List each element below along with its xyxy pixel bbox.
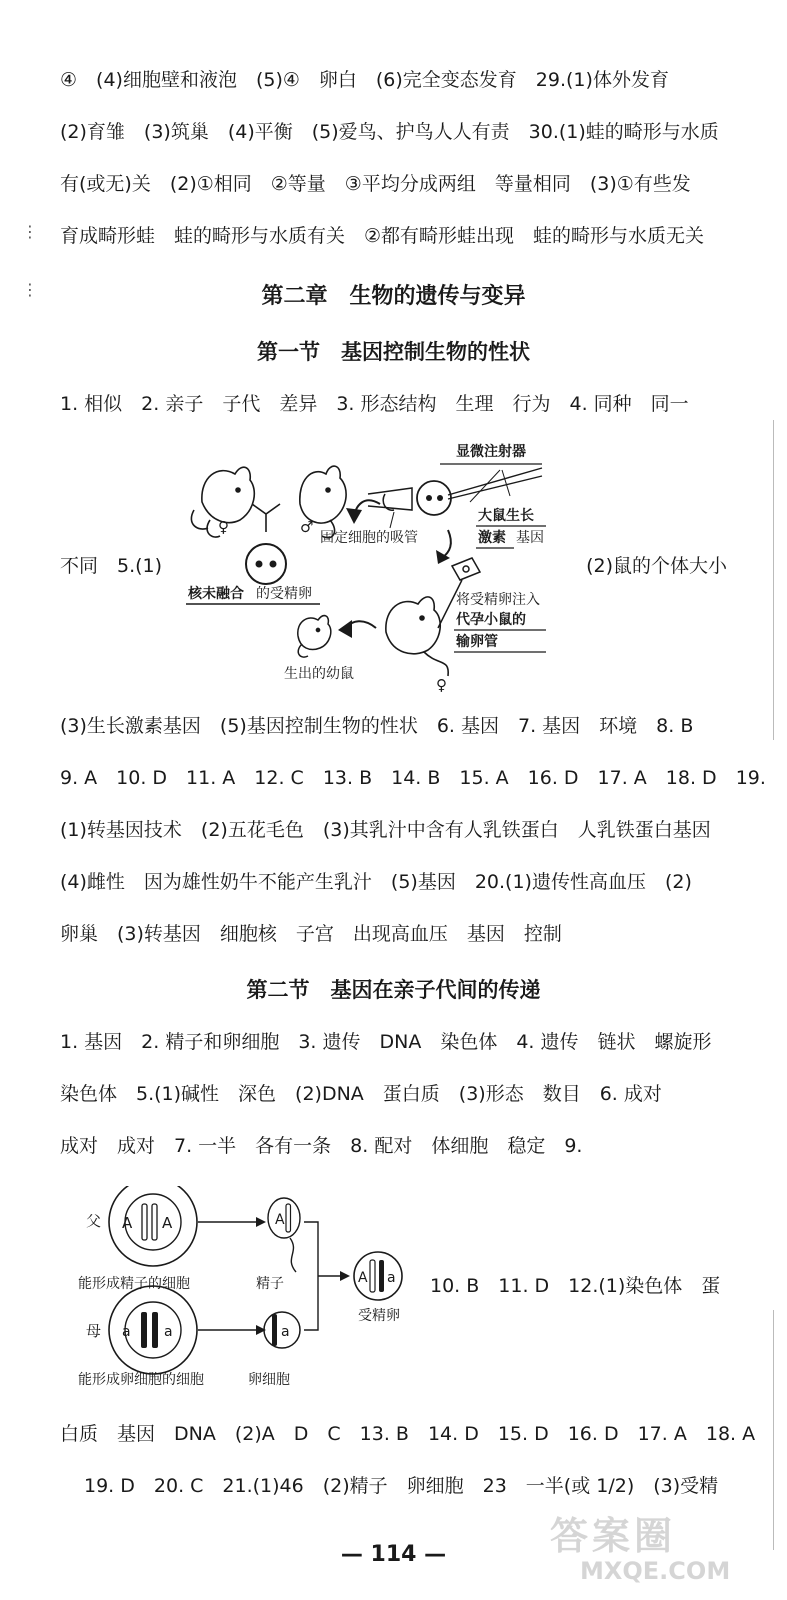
- page-number-dash: —: [424, 1542, 447, 1567]
- gh-gene-label: 激素: [478, 530, 506, 546]
- arrowhead-icon: [338, 620, 352, 638]
- page-number-dash: —: [340, 1542, 371, 1567]
- answer-line: (3)生长激素基因 (5)基因控制生物的性状 6. 基因 7. 基因 环境 8. B: [60, 715, 694, 737]
- answer-fragment: (2)鼠的个体大小: [586, 555, 727, 577]
- merge-bracket: [304, 1222, 340, 1330]
- gene-letter: a: [281, 1324, 290, 1340]
- female-symbol: ♀: [436, 676, 447, 694]
- unfused-label: 核未融合: [188, 586, 244, 602]
- sperm-cell-label: 能形成精子的细胞: [78, 1276, 190, 1292]
- answer-line: 10. B 11. D 12.(1)染色体 蛋: [430, 1275, 721, 1297]
- section-title: 第二节 基因在亲子代间的传递: [246, 978, 541, 1002]
- gene-letter: A: [275, 1212, 285, 1228]
- gh-gene-label: 大鼠生长: [478, 508, 534, 524]
- gene-letter: A: [358, 1270, 368, 1286]
- female-symbol: ♀: [218, 518, 229, 536]
- egg-label: 卵细胞: [248, 1372, 290, 1388]
- answer-line: 19. D 20. C 21.(1)46 (2)精子 卵细胞 23 一半(或 1/2) (3)受精: [84, 1475, 719, 1497]
- gene-letter: A: [122, 1214, 133, 1232]
- page-number-value: 114: [370, 1542, 417, 1567]
- chapter-title: 第二章 生物的遗传与变异: [261, 284, 526, 309]
- chromosome-icon: [152, 1204, 157, 1240]
- nucleus-ring: [125, 1194, 181, 1250]
- section-title: 第一节 基因控制生物的性状: [257, 340, 530, 364]
- arrowhead-icon: [256, 1217, 266, 1227]
- gh-gene-label: 基因: [516, 530, 544, 546]
- margin-dots: ⋮: [22, 222, 38, 241]
- chromosome-icon: [286, 1204, 291, 1232]
- gene-transmission-figure: [78, 1186, 428, 1392]
- inject-label: 代孕小鼠的: [456, 612, 526, 628]
- answer-line: 成对 成对 7. 一半 各有一条 8. 配对 体细胞 稳定 9.: [60, 1135, 583, 1157]
- page-number: [0, 1542, 787, 1567]
- zygote-label: 受精卵: [358, 1308, 400, 1324]
- answer-line: ④ (4)细胞壁和液泡 (5)④ 卵白 (6)完全变态发育 29.(1)体外发育: [60, 69, 669, 91]
- arrowhead-icon: [340, 1271, 350, 1281]
- answer-fragment: 不同 5.(1): [60, 555, 163, 577]
- inject-label: 输卵管: [456, 634, 498, 650]
- right-edge-rule: [773, 420, 774, 740]
- answer-line: 1. 基因 2. 精子和卵细胞 3. 遗传 DNA 染色体 4. 遗传 链状 螺旋形: [60, 1031, 712, 1053]
- pipette-label: 固定细胞的吸管: [320, 530, 418, 546]
- answer-line: 1. 相似 2. 亲子 子代 差异 3. 形态结构 生理 行为 4. 同种 同一: [60, 393, 689, 415]
- offspring-label: 生出的幼鼠: [284, 666, 354, 682]
- answer-line: (4)雌性 因为雄性奶牛不能产生乳汁 (5)基因 20.(1)遗传性高血压 (2): [60, 871, 692, 893]
- chromosome-icon: [141, 1312, 147, 1348]
- father-label: 父: [86, 1212, 102, 1230]
- male-symbol: ♂: [300, 518, 314, 536]
- nucleus-icon: [426, 495, 432, 501]
- chromosome-icon: [272, 1314, 277, 1346]
- margin-dots: ⋮: [22, 280, 38, 299]
- watermark-url: MXQE.COM: [580, 1557, 731, 1585]
- microinjector-label: 显微注射器: [456, 444, 526, 460]
- watermark-text: 答案圈: [550, 1514, 677, 1558]
- surrogate-mouse-icon: [386, 597, 448, 676]
- answer-line: 染色体 5.(1)碱性 深色 (2)DNA 蛋白质 (3)形态 数目 6. 成对: [60, 1083, 662, 1105]
- egg-cell-label: 能形成卵细胞的细胞: [78, 1372, 204, 1388]
- pointer-line: [390, 512, 394, 528]
- mother-label: 母: [86, 1322, 102, 1340]
- fertilized-label: 的受精卵: [256, 586, 312, 602]
- arrowhead-icon: [346, 508, 362, 524]
- gene-letter: a: [387, 1270, 396, 1286]
- answer-line: 有(或无)关 (2)①相同 ②等量 ③平均分成两组 等量相同 (3)①有些发: [60, 173, 691, 195]
- gene-letter: a: [122, 1324, 131, 1340]
- gene-letter: a: [164, 1324, 173, 1340]
- answer-line: (2)育雏 (3)筑巢 (4)平衡 (5)爱鸟、护鸟人人有责 30.(1)蛙的畸形与水质: [60, 121, 719, 143]
- sperm-icon: [268, 1198, 300, 1272]
- holding-pipette-icon: [368, 488, 412, 510]
- answer-line: 育成畸形蛙 蛙的畸形与水质有关 ②都有畸形蛙出现 蛙的畸形与水质无关: [60, 225, 705, 247]
- answer-line: 卵巢 (3)转基因 细胞核 子宫 出现高血压 基因 控制: [60, 923, 562, 945]
- answer-line: [560, 552, 727, 580]
- baby-mouse-icon: [298, 616, 331, 657]
- answer-line: (1)转基因技术 (2)五花毛色 (3)其乳汁中含有人乳铁蛋白 人乳铁蛋白基因: [60, 819, 711, 841]
- chromosome-icon: [142, 1204, 147, 1240]
- microinjector-needle-icon: [448, 468, 542, 499]
- chromosome-icon: [370, 1260, 375, 1292]
- sperm-label: 精子: [256, 1276, 284, 1292]
- answer-line: 白质 基因 DNA (2)A D C 13. B 14. D 15. D 16. D 17. A 18. A: [60, 1423, 756, 1445]
- mating-lines: [252, 504, 280, 532]
- right-edge-rule: [773, 1310, 774, 1550]
- chromosome-icon: [379, 1260, 384, 1292]
- chromosome-icon: [152, 1312, 158, 1348]
- answer-line: 9. A 10. D 11. A 12. C 13. B 14. B 15. A 16. D 17. A 18. D 19.: [60, 767, 766, 789]
- gene-letter: A: [162, 1214, 173, 1232]
- egg-cell-icon: [417, 481, 451, 515]
- inject-label: 将受精卵注入: [456, 592, 540, 608]
- nucleus-icon: [437, 495, 443, 501]
